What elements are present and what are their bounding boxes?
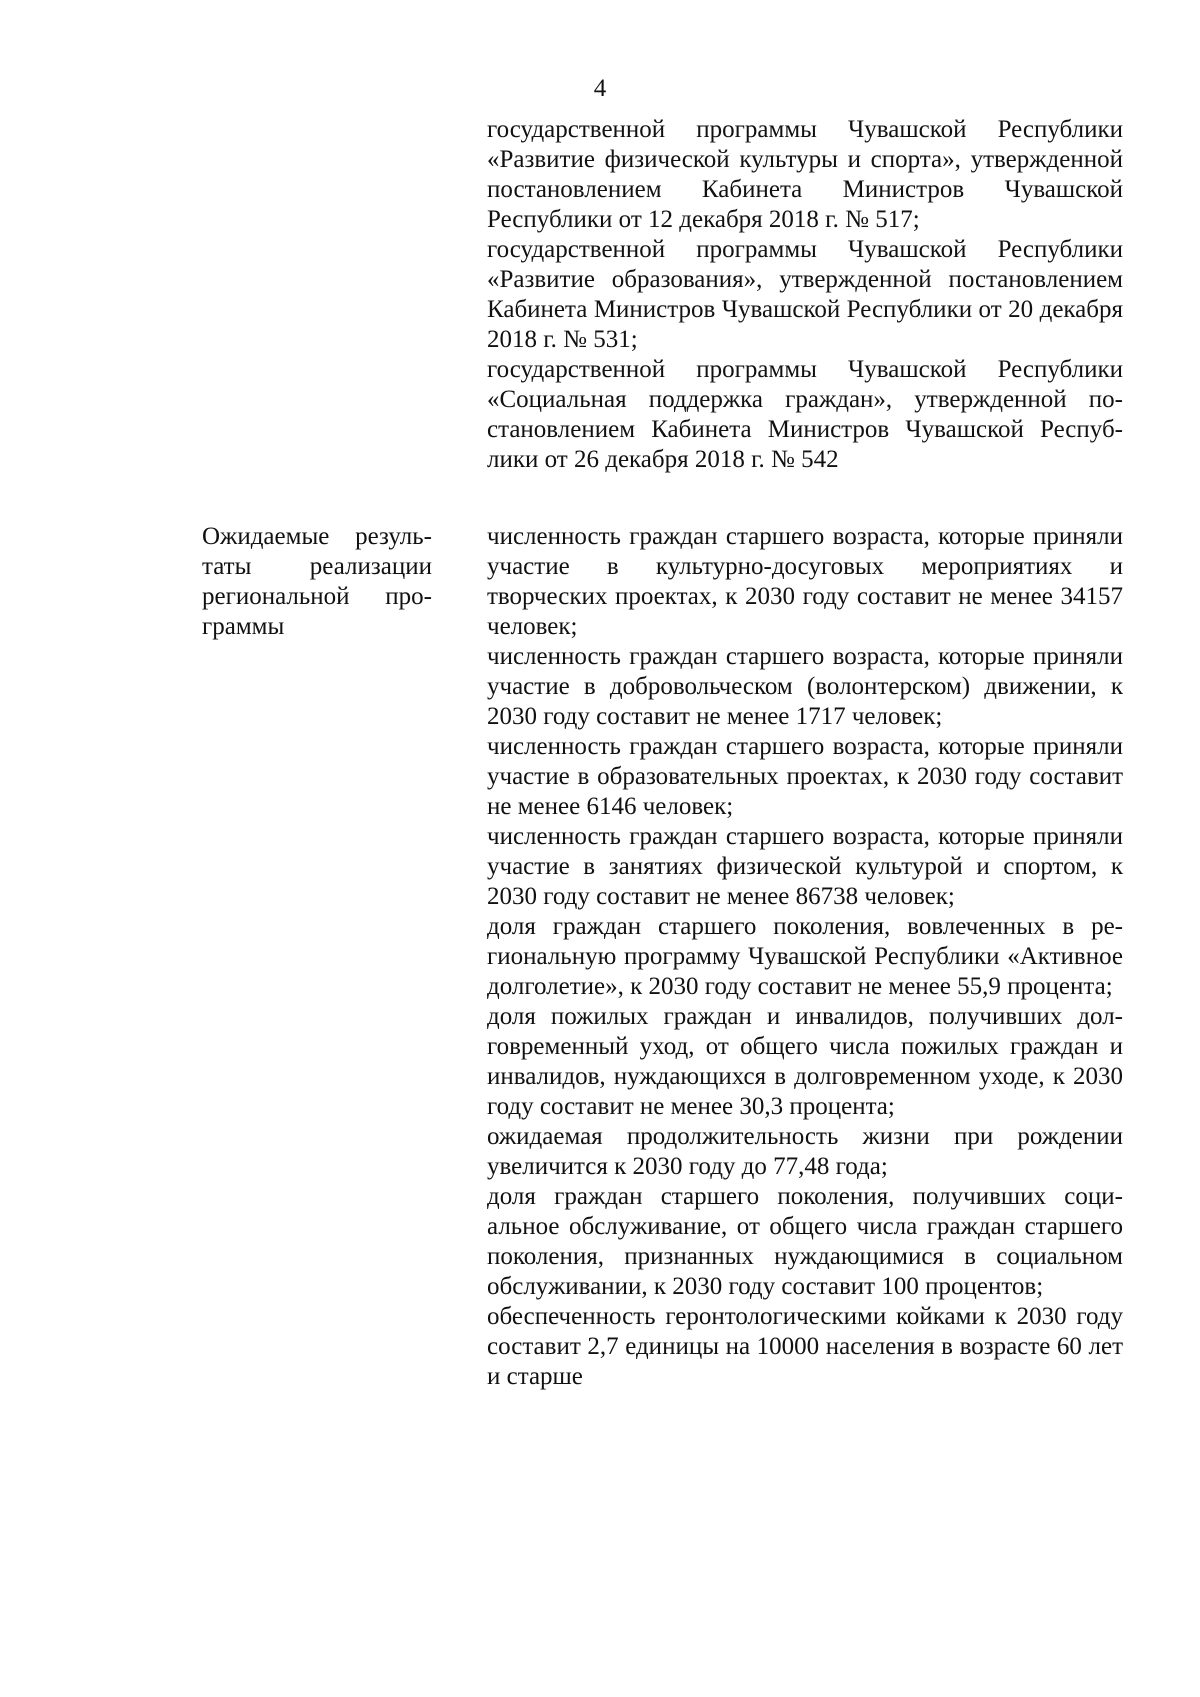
result-item-active-longevity: доля граждан старшего поколения, вовлеченных в региональную программу Чувашской Республики «Активное долголетие», к 2030 году составит не менее 55,9 процента; <box>487 913 1123 1000</box>
page-number: 4 <box>593 75 607 102</box>
expected-results-label-cell <box>202 522 432 642</box>
result-item-gerontology-beds: обеспеченность геронтологическими койками к 2030 году составит 2,7 единицы на 10000 населения в возрасте 60 лет и старше <box>487 1303 1123 1390</box>
programs-list <box>487 115 1123 475</box>
result-item-life-expectancy: ожидаемая продолжительность жизни при рождении увеличится к 2030 году до 77,48 года; <box>487 1123 1123 1180</box>
result-item-physical-culture: численность граждан старшего возраста, которые приняли участие в занятиях физической культурой и спортом, к 2030 году составит не менее 86738 человек; <box>487 823 1123 910</box>
program-item-physical-culture: государственной программы Чувашской Республики «Развитие физической культуры и спорта», утвержденной постановлением Кабинета Министров Чувашской Республики от 12 декабря 2018 г. № 517; <box>487 116 1123 233</box>
expected-results-label: Ожидаемые результаты реализации региональной программы <box>202 523 432 640</box>
result-item-cultural-leisure: численность граждан старшего возраста, которые приняли участие в культурно-досуговых мероприятиях и творческих проектах, к 2030 году составит не менее 34157 человек; <box>487 523 1123 640</box>
expected-results-list <box>487 522 1123 1392</box>
program-item-social-support: государственной программы Чувашской Республики «Социальная поддержка граждан», утвержденной постановлением Кабинета Министров Чувашской Республики от 26 декабря 2018 г. № 542 <box>487 356 1123 473</box>
result-item-social-services: доля граждан старшего поколения, получивших социальное обслуживание, от общего числа граждан старшего поколения, признанных нуждающимися в социальном обслуживании, к 2030 году составит 100 процентов; <box>487 1183 1123 1300</box>
result-item-educational-projects: численность граждан старшего возраста, которые приняли участие в образовательных проектах, к 2030 году составит не менее 6146 человек; <box>487 733 1123 820</box>
result-item-volunteer: численность граждан старшего возраста, которые приняли участие в добровольческом (волонтерском) движении, к 2030 году составит не менее 1717 человек; <box>487 643 1123 730</box>
result-item-long-term-care: доля пожилых граждан и инвалидов, получивших долговременный уход, от общего числа пожилых граждан и инвалидов, нуждающихся в долговременном уходе, к 2030 году составит не менее 30,3 процента; <box>487 1003 1123 1120</box>
program-item-education: государственной программы Чувашской Республики «Развитие образования», утвержденной постановлением Кабинета Министров Чувашской Республики от 20 декабря 2018 г. № 531; <box>487 236 1123 353</box>
